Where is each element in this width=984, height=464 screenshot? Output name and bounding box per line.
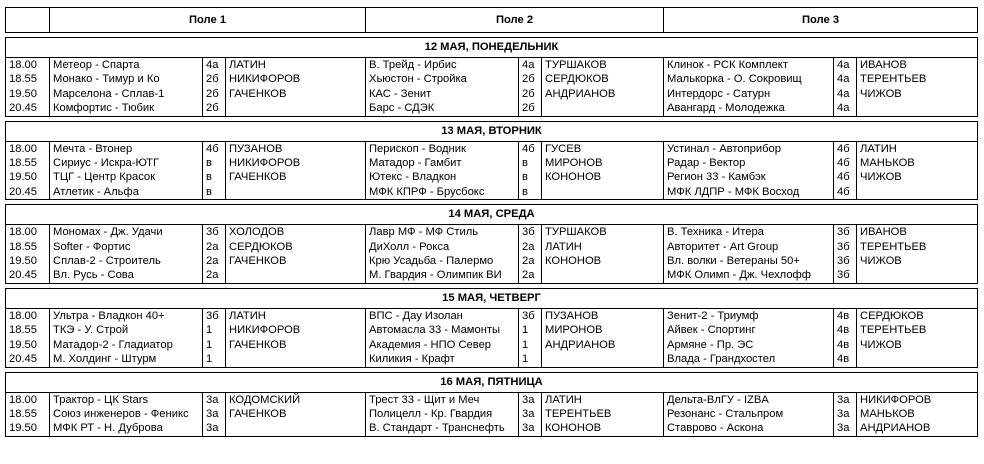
match-row (6, 268, 978, 283)
match-field-2: М. Гвардия - Олимпик ВИ (366, 268, 519, 283)
group-field-3: 3а (834, 421, 857, 436)
match-field-3: Малькорка - О. Сокровищ (664, 72, 834, 86)
referee-field-3: МАНЬКОВ (857, 407, 978, 421)
day-title: 13 МАЯ, ВТОРНИК (6, 121, 978, 141)
match-field-1: М. Холдинг - Штурм (50, 352, 203, 367)
time: 18.00 (6, 225, 50, 240)
referee-field-1: ПУЗАНОВ (226, 141, 366, 156)
match-field-2: МФК КПРФ - Брусбокс (366, 185, 519, 200)
referee-field-1: ЛАТИН (226, 58, 366, 73)
group-field-1: 1 (203, 338, 226, 352)
day-title: 15 МАЯ, ЧЕТВЕРГ (6, 288, 978, 308)
group-field-1: 2а (203, 268, 226, 283)
group-field-2: 2а (519, 268, 542, 283)
match-field-1: Трактор - ЦК Stars (50, 392, 203, 407)
match-row (6, 407, 978, 421)
referee-field-2: КОНОНОВ (542, 421, 664, 436)
time: 20.45 (6, 185, 50, 200)
match-field-3: МФК Олимп - Дж. Чехлофф (664, 268, 834, 283)
match-field-2: Трест 33 - Щит и Меч (366, 392, 519, 407)
referee-field-2 (542, 352, 664, 367)
group-field-2: в (519, 185, 542, 200)
referee-field-2: ГУСЕВ (542, 141, 664, 156)
day-header-row (6, 38, 978, 58)
time: 20.45 (6, 101, 50, 116)
match-field-1: Метеор - Спарта (50, 58, 203, 73)
match-field-2: ВПС - Дау Изолан (366, 308, 519, 323)
group-field-1: 2б (203, 72, 226, 86)
referee-field-2 (542, 268, 664, 283)
referee-field-2: АНДРИАНОВ (542, 338, 664, 352)
match-field-2: ДиХолл - Рокса (366, 240, 519, 254)
referee-field-3 (857, 268, 978, 283)
match-field-2: Ютекс - Владкон (366, 170, 519, 184)
match-field-3: Влада - Грандхостел (664, 352, 834, 367)
match-field-3: Вл. волки - Ветераны 50+ (664, 254, 834, 268)
referee-field-2: СЕРДЮКОВ (542, 72, 664, 86)
match-field-2: КАС - Зенит (366, 87, 519, 101)
day-header-row (6, 205, 978, 225)
schedule-table (5, 7, 978, 437)
header-field-1: Поле 1 (50, 8, 366, 33)
group-field-1: 1 (203, 352, 226, 367)
group-field-3: 3а (834, 407, 857, 421)
group-field-2: 3а (519, 421, 542, 436)
time: 19.50 (6, 338, 50, 352)
group-field-1: 2б (203, 101, 226, 116)
referee-field-3: ЛАТИН (857, 141, 978, 156)
match-field-3: Авторитет - Art Group (664, 240, 834, 254)
schedule-body (6, 8, 978, 437)
group-field-3: 4б (834, 170, 857, 184)
match-field-2: Полицелл - Кр. Гвардия (366, 407, 519, 421)
group-field-2: 2а (519, 240, 542, 254)
referee-field-1: СЕРДЮКОВ (226, 240, 366, 254)
match-field-2: Лавр МФ - МФ Стиль (366, 225, 519, 240)
header-row (6, 8, 978, 33)
group-field-3: 4а (834, 58, 857, 73)
group-field-1: 4а (203, 58, 226, 73)
referee-field-2: ЛАТИН (542, 392, 664, 407)
referee-field-2: ПУЗАНОВ (542, 308, 664, 323)
match-row (6, 101, 978, 116)
referee-field-1 (226, 352, 366, 367)
group-field-2: 4б (519, 141, 542, 156)
time: 18.00 (6, 141, 50, 156)
time: 18.00 (6, 58, 50, 73)
group-field-3: 3б (834, 240, 857, 254)
referee-field-1: ГАЧЕНКОВ (226, 254, 366, 268)
referee-field-3: ЧИЖОВ (857, 87, 978, 101)
group-field-2: 3б (519, 308, 542, 323)
match-row (6, 421, 978, 436)
group-field-3: 4б (834, 185, 857, 200)
referee-field-1: ГАЧЕНКОВ (226, 170, 366, 184)
group-field-1: в (203, 185, 226, 200)
time: 18.00 (6, 308, 50, 323)
time: 18.55 (6, 407, 50, 421)
match-field-2: Автомасла 33 - Мамонты (366, 323, 519, 337)
referee-field-1: ГАЧЕНКОВ (226, 407, 366, 421)
time: 18.55 (6, 72, 50, 86)
time: 20.45 (6, 352, 50, 367)
group-field-2: в (519, 156, 542, 170)
referee-field-3: МАНЬКОВ (857, 156, 978, 170)
match-field-2: В. Стандарт - Транснефть (366, 421, 519, 436)
match-row (6, 185, 978, 200)
group-field-3: 3б (834, 268, 857, 283)
group-field-2: 2б (519, 101, 542, 116)
day-header-row (6, 288, 978, 308)
referee-field-1: ГАЧЕНКОВ (226, 87, 366, 101)
day-header-row (6, 372, 978, 392)
match-field-2: Матадор - Гамбит (366, 156, 519, 170)
group-field-3: 4в (834, 323, 857, 337)
group-field-3: 4в (834, 338, 857, 352)
match-field-1: Мономах - Дж. Удачи (50, 225, 203, 240)
referee-field-2: КОНОНОВ (542, 170, 664, 184)
referee-field-2: МИРОНОВ (542, 156, 664, 170)
match-field-3: Айвек - Спортинг (664, 323, 834, 337)
day-title: 16 МАЯ, ПЯТНИЦА (6, 372, 978, 392)
match-field-2: Перископ - Водник (366, 141, 519, 156)
referee-field-3: ЧИЖОВ (857, 254, 978, 268)
match-field-2: Хьюстон - Стройка (366, 72, 519, 86)
match-field-3: Дельта-ВлГУ - IZBA (664, 392, 834, 407)
group-field-1: 4б (203, 141, 226, 156)
day-header-row (6, 121, 978, 141)
match-field-2: Киликия - Крафт (366, 352, 519, 367)
match-field-3: Зенит-2 - Триумф (664, 308, 834, 323)
group-field-3: 4в (834, 308, 857, 323)
time: 19.50 (6, 254, 50, 268)
referee-field-1 (226, 268, 366, 283)
match-row (6, 323, 978, 337)
time: 18.55 (6, 240, 50, 254)
referee-field-3 (857, 101, 978, 116)
group-field-3: 4а (834, 72, 857, 86)
group-field-2: 2а (519, 254, 542, 268)
match-field-1: МФК РТ - Н. Дуброва (50, 421, 203, 436)
group-field-3: 4а (834, 87, 857, 101)
referee-field-3: ЧИЖОВ (857, 170, 978, 184)
group-field-2: в (519, 170, 542, 184)
match-field-3: Регион 33 - Камбэк (664, 170, 834, 184)
match-field-1: Марселона - Сплав-1 (50, 87, 203, 101)
group-field-1: в (203, 170, 226, 184)
match-row (6, 58, 978, 73)
group-field-3: 3б (834, 225, 857, 240)
group-field-2: 3а (519, 392, 542, 407)
time: 19.50 (6, 87, 50, 101)
match-field-3: Армяне - Пр. ЭС (664, 338, 834, 352)
match-row (6, 308, 978, 323)
match-field-1: Матадор-2 - Гладиатор (50, 338, 203, 352)
day-title: 14 МАЯ, СРЕДА (6, 205, 978, 225)
match-row (6, 156, 978, 170)
match-row (6, 141, 978, 156)
referee-field-1: НИКИФОРОВ (226, 323, 366, 337)
match-row (6, 338, 978, 352)
day-title: 12 МАЯ, ПОНЕДЕЛЬНИК (6, 38, 978, 58)
referee-field-1 (226, 101, 366, 116)
group-field-2: 4а (519, 58, 542, 73)
match-field-3: Устинал - Автоприбор (664, 141, 834, 156)
group-field-2: 2б (519, 72, 542, 86)
match-field-1: ТЦГ - Центр Красок (50, 170, 203, 184)
referee-field-1 (226, 185, 366, 200)
time: 18.00 (6, 392, 50, 407)
time: 18.55 (6, 156, 50, 170)
time: 20.45 (6, 268, 50, 283)
referee-field-3: НИКИФОРОВ (857, 392, 978, 407)
referee-field-1: ХОЛОДОВ (226, 225, 366, 240)
match-field-1: Сириус - Искра-ЮТГ (50, 156, 203, 170)
referee-field-2: АНДРИАНОВ (542, 87, 664, 101)
referee-field-2 (542, 185, 664, 200)
referee-field-2 (542, 101, 664, 116)
referee-field-2: ТУРШАКОВ (542, 58, 664, 73)
group-field-1: 3а (203, 407, 226, 421)
referee-field-1: ЛАТИН (226, 308, 366, 323)
group-field-3: 4б (834, 156, 857, 170)
match-field-1: Сплав-2 - Строитель (50, 254, 203, 268)
referee-field-3: ТЕРЕНТЬЕВ (857, 323, 978, 337)
group-field-3: 4б (834, 141, 857, 156)
referee-field-3: ИВАНОВ (857, 58, 978, 73)
group-field-1: в (203, 156, 226, 170)
referee-field-3: АНДРИАНОВ (857, 421, 978, 436)
referee-field-3 (857, 185, 978, 200)
referee-field-1: НИКИФОРОВ (226, 156, 366, 170)
group-field-1: 3б (203, 225, 226, 240)
referee-field-2: ТУРШАКОВ (542, 225, 664, 240)
group-field-2: 1 (519, 338, 542, 352)
match-field-3: Резонанс - Стальпром (664, 407, 834, 421)
time: 18.55 (6, 323, 50, 337)
match-field-1: Атлетик - Альфа (50, 185, 203, 200)
referee-field-3 (857, 352, 978, 367)
group-field-1: 3а (203, 392, 226, 407)
group-field-3: 3а (834, 392, 857, 407)
group-field-2: 3б (519, 225, 542, 240)
match-field-2: Крю Усадьба - Палермо (366, 254, 519, 268)
referee-field-1: НИКИФОРОВ (226, 72, 366, 86)
match-field-3: Ставрово - Аскона (664, 421, 834, 436)
match-field-3: Клинок - РСК Комплект (664, 58, 834, 73)
match-row (6, 240, 978, 254)
match-row (6, 72, 978, 86)
match-field-1: ТКЭ - У. Строй (50, 323, 203, 337)
match-field-1: Ультра - Владкон 40+ (50, 308, 203, 323)
match-field-1: Мечта - Втонер (50, 141, 203, 156)
group-field-2: 3а (519, 407, 542, 421)
match-row (6, 225, 978, 240)
group-field-1: 2а (203, 240, 226, 254)
match-field-1: Монако - Тимур и Ко (50, 72, 203, 86)
match-row (6, 254, 978, 268)
match-field-1: Softer - Фортис (50, 240, 203, 254)
group-field-2: 1 (519, 323, 542, 337)
match-field-1: Вл. Русь - Сова (50, 268, 203, 283)
group-field-1: 1 (203, 323, 226, 337)
header-field-2: Поле 2 (366, 8, 664, 33)
time: 19.50 (6, 421, 50, 436)
match-field-3: Интердорс - Сатурн (664, 87, 834, 101)
match-row (6, 352, 978, 367)
group-field-1: 3а (203, 421, 226, 436)
match-field-1: Комфортис - Тюбик (50, 101, 203, 116)
group-field-3: 4а (834, 101, 857, 116)
header-field-3: Поле 3 (664, 8, 978, 33)
match-field-2: Барс - СДЭК (366, 101, 519, 116)
match-field-3: Авангард - Молодежка (664, 101, 834, 116)
referee-field-1 (226, 421, 366, 436)
group-field-2: 2б (519, 87, 542, 101)
group-field-1: 2б (203, 87, 226, 101)
match-field-2: Академия - НПО Север (366, 338, 519, 352)
referee-field-3: ИВАНОВ (857, 225, 978, 240)
match-field-3: В. Техника - Итера (664, 225, 834, 240)
match-row (6, 392, 978, 407)
match-field-2: В. Трейд - Ирбис (366, 58, 519, 73)
time: 19.50 (6, 170, 50, 184)
referee-field-2: ЛАТИН (542, 240, 664, 254)
referee-field-2: КОНОНОВ (542, 254, 664, 268)
group-field-3: 3б (834, 254, 857, 268)
group-field-3: 4в (834, 352, 857, 367)
match-field-3: МФК ЛДПР - МФК Восход (664, 185, 834, 200)
match-field-3: Радар - Вектор (664, 156, 834, 170)
referee-field-1: ГАЧЕНКОВ (226, 338, 366, 352)
referee-field-2: ТЕРЕНТЬЕВ (542, 407, 664, 421)
referee-field-3: ТЕРЕНТЬЕВ (857, 72, 978, 86)
referee-field-3: ЧИЖОВ (857, 338, 978, 352)
referee-field-3: СЕРДЮКОВ (857, 308, 978, 323)
group-field-1: 2а (203, 254, 226, 268)
referee-field-3: ТЕРЕНТЬЕВ (857, 240, 978, 254)
match-row (6, 170, 978, 184)
group-field-1: 3б (203, 308, 226, 323)
group-field-2: 1 (519, 352, 542, 367)
referee-field-2: МИРОНОВ (542, 323, 664, 337)
header-time (6, 8, 50, 33)
match-row (6, 87, 978, 101)
referee-field-1: КОДОМСКИЙ (226, 392, 366, 407)
match-field-1: Союз инженеров - Феникс (50, 407, 203, 421)
